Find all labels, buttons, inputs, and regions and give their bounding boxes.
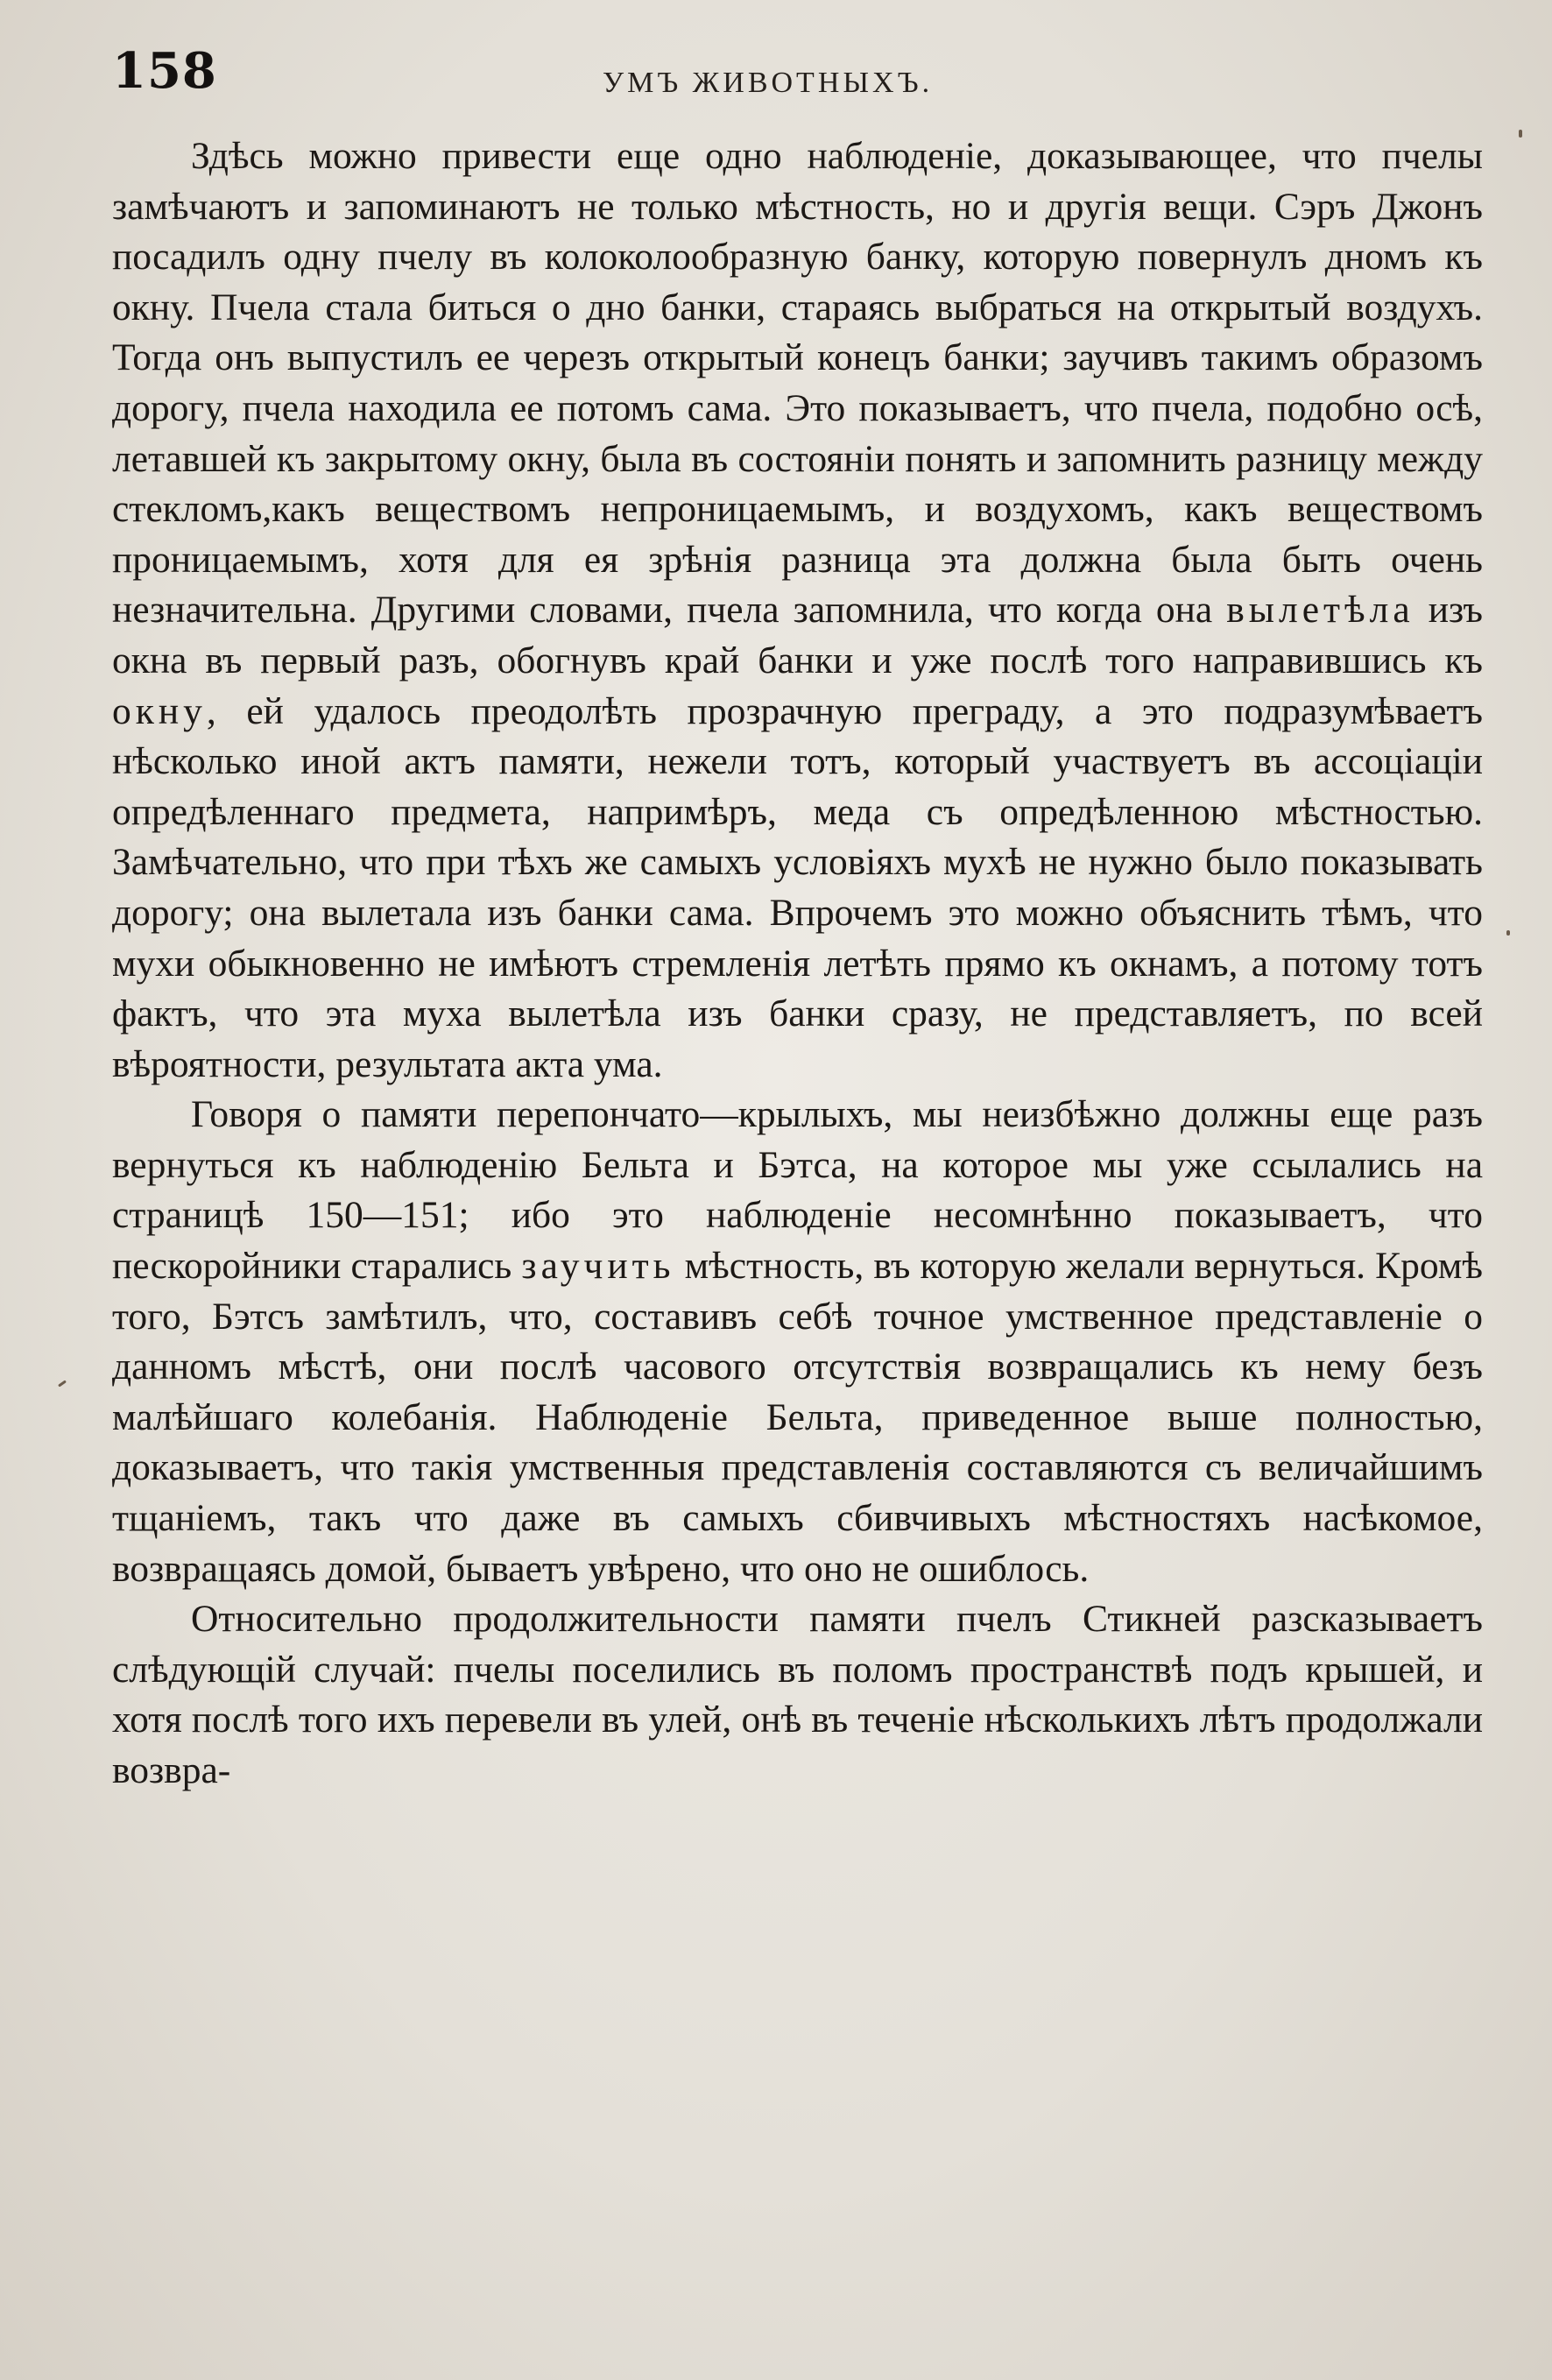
text-segment: Говоря о памяти перепончато—крылыхъ, мы неизбѣжно должны еще разъ вернуться къ наблюденію Бельта и Бэтса, на которое мы уже ссылались на страницѣ 150—151; ибо это наблюденіе несомнѣнно показываетъ, что пескоройники старались — [112, 1093, 1483, 1288]
text-segment: Здѣсь можно привести еще одно наблюденіе, доказывающее, что пчелы замѣчаютъ и запоминаютъ не только мѣстность, но и другія вещи. Сэръ Джонъ посадилъ одну пчелу въ колоколообразную банку, которую повернулъ дномъ къ окну. Пчела стала биться о дно банки, стараясь выбраться на открытый воздухъ. Тогда онъ выпустилъ ее черезъ открытый конецъ банки; заучивъ такимъ образомъ дорогу, пчела находила ее потомъ сама. Это показываетъ, что пчела, подобно осѣ, летавшей къ закрытому окну, была въ состояніи понять и запомнить разницу между стекломъ,какъ веществомъ непроницаемымъ, и воздухомъ, какъ веществомъ проницаемымъ, хотя для ея зрѣнія разница эта должна была быть очень незначительна. Другими словами, пчела запомнила, что когда она — [112, 135, 1483, 632]
spaced-word: окну — [112, 689, 207, 732]
text-segment: изъ окна въ первый разъ, обогнувъ край банки и уже послѣ того направившись къ — [112, 589, 1483, 682]
paper-speck — [58, 1380, 67, 1387]
spaced-word: вылетѣла — [1226, 589, 1414, 632]
paragraph-2 — [112, 1090, 1483, 1594]
paragraph-3 — [112, 1594, 1483, 1796]
text-segment: мѣстность, въ которую желали вернуться. Кромѣ того, Бэтсъ замѣтилъ, что, составивъ себѣ точное умственное представленіе о данномъ мѣстѣ, они послѣ часового отсутствія возвращались къ нему безъ малѣйшаго колебанія. Наблюденіе Бельта, приведенное выше полностью, доказываетъ, что такія умственныя представленія составляются съ величайшимъ тщаніемъ, такъ что даже въ самыхъ сбивчивыхъ мѣстностяхъ насѣкомое, возвращаясь домой, бываетъ увѣрено, что оно не ошиблось. — [112, 1245, 1483, 1590]
page-number: 158 — [112, 42, 217, 100]
paragraph-1 — [112, 131, 1483, 1090]
page-header — [112, 42, 1473, 103]
text-segment: Относительно продолжительности памяти пчелъ Стикней разсказываетъ слѣдующій случай: пчелы поселились въ поломъ пространствѣ подъ крышей, и хотя послѣ того ихъ перевели въ улей, онѣ въ теченіе нѣсколькихъ лѣтъ продолжали возвра- — [112, 1598, 1483, 1791]
paper-speck — [1506, 930, 1510, 936]
paper-speck — [1519, 130, 1522, 138]
text-segment: , ей удалось преодолѣть прозрачную преграду, а это подразумѣваетъ нѣсколько иной актъ памяти, нежели тотъ, который участвуетъ въ ассоціаціи опредѣленнаго предмета, напримѣръ, меда съ опредѣленною мѣстностью. Замѣчательно, что при тѣхъ же самыхъ условіяхъ мухѣ не нужно было показывать дорогу; она вылетала изъ банки сама. Впрочемъ это можно объяснить тѣмъ, что мухи обыкновенно не имѣютъ стремленія летѣть прямо къ окнамъ, а потому тотъ фактъ, что эта муха вылетѣла изъ банки сразу, не представляетъ, по всей вѣроятности, результата акта ума. — [112, 689, 1483, 1085]
spaced-word: заучить — [521, 1245, 675, 1288]
running-title: УМЪ ЖИВОТНЫХЪ. — [603, 67, 934, 99]
body-text — [112, 131, 1483, 1797]
